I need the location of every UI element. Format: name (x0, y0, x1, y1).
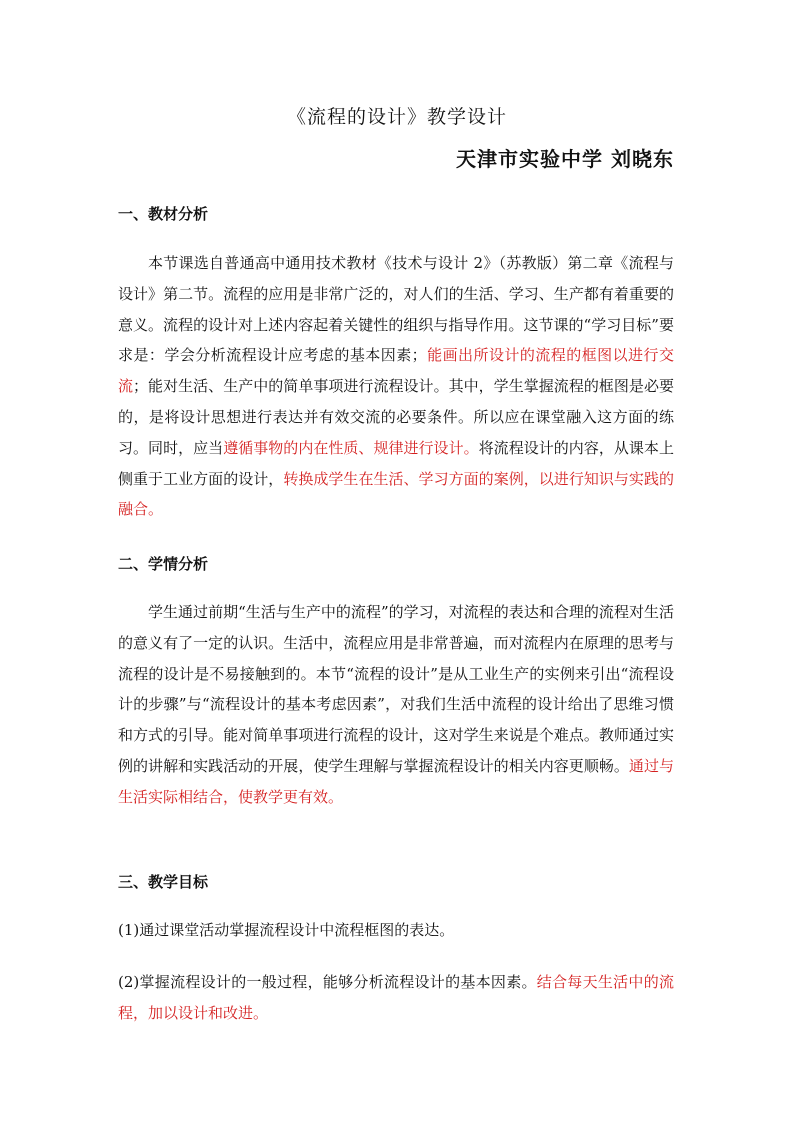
text-run: (2)掌握流程设计的一般过程，能够分析流程设计的基本因素。 (118, 973, 537, 991)
paragraph-textbook-analysis (118, 248, 674, 525)
highlighted-text: 转换成学生在生活、学习方面的案例，以进行知识与实践的融合。 (118, 469, 674, 519)
text-run: 学生通过前期“生活与生产中的流程”的学习，对流程的表达和合理的流程对生活的意义有了一定的认识。生活中，流程应用是非常普遍，而对流程内在原理的思考与流程的设计是不易接触到的。本节“流程的设计”是从工业生产的实例来引出“流程设计的步骤”与“流程设计的基本考虑因素”，对我们生活中流程的设计给出了思维习惯和方式的引导。能对简单事项进行流程的设计，这对学生来说是个难点。教师通过实例的讲解和实践活动的开展，使学生理解与掌握流程设计的相关内容更顺畅。 (118, 603, 674, 775)
paragraph-student-analysis (118, 597, 674, 813)
section-heading-textbook-analysis: 一、教材分析 (118, 205, 209, 223)
section-heading-student-analysis: 二、学情分析 (118, 555, 209, 573)
goal-item-1 (118, 915, 674, 946)
highlighted-text: 遵循事物的内在性质、规律进行设计。 (223, 438, 479, 457)
highlighted-text: 结合每天生活中的流程，加以设计和改进。 (118, 973, 674, 1022)
text-run: (1)通过课堂活动掌握流程设计中流程框图的表达。 (118, 921, 455, 939)
document-title: 《流程的设计》教学设计 (286, 106, 507, 128)
text-run: ；能对生活、生产中的简单事项进行流程设计。其中，学生掌握流程的框图是必要的，是将设计思想进行表达并有效交流的必要条件。所以应在课堂融入这方面的练习。同时，应当 (118, 377, 674, 457)
text-run: 将流程设计的内容，从课本上侧重于工业方面的设计， (118, 438, 674, 488)
section-heading-teaching-goals: 三、教学目标 (118, 873, 209, 891)
highlighted-text: 能画出所设计的流程的框图以进行交流 (118, 346, 674, 396)
text-run: 本节课选自普通高中通用技术教材《技术与设计 2》（苏教版）第二章《流程与设计》第二节。流程的应用是非常广泛的，对人们的生活、学习、生产都有着重要的意义。流程的设计对上述内容起着关键性的组织与指导作用。这节课的“学习目标”要求是：学会分析流程设计应考虑的基本因素； (118, 254, 674, 365)
goal-item-2 (118, 967, 674, 1029)
highlighted-text: 通过与生活实际相结合，使教学更有效。 (118, 756, 674, 806)
document-author: 天津市实验中学 刘晓东 (456, 147, 674, 171)
